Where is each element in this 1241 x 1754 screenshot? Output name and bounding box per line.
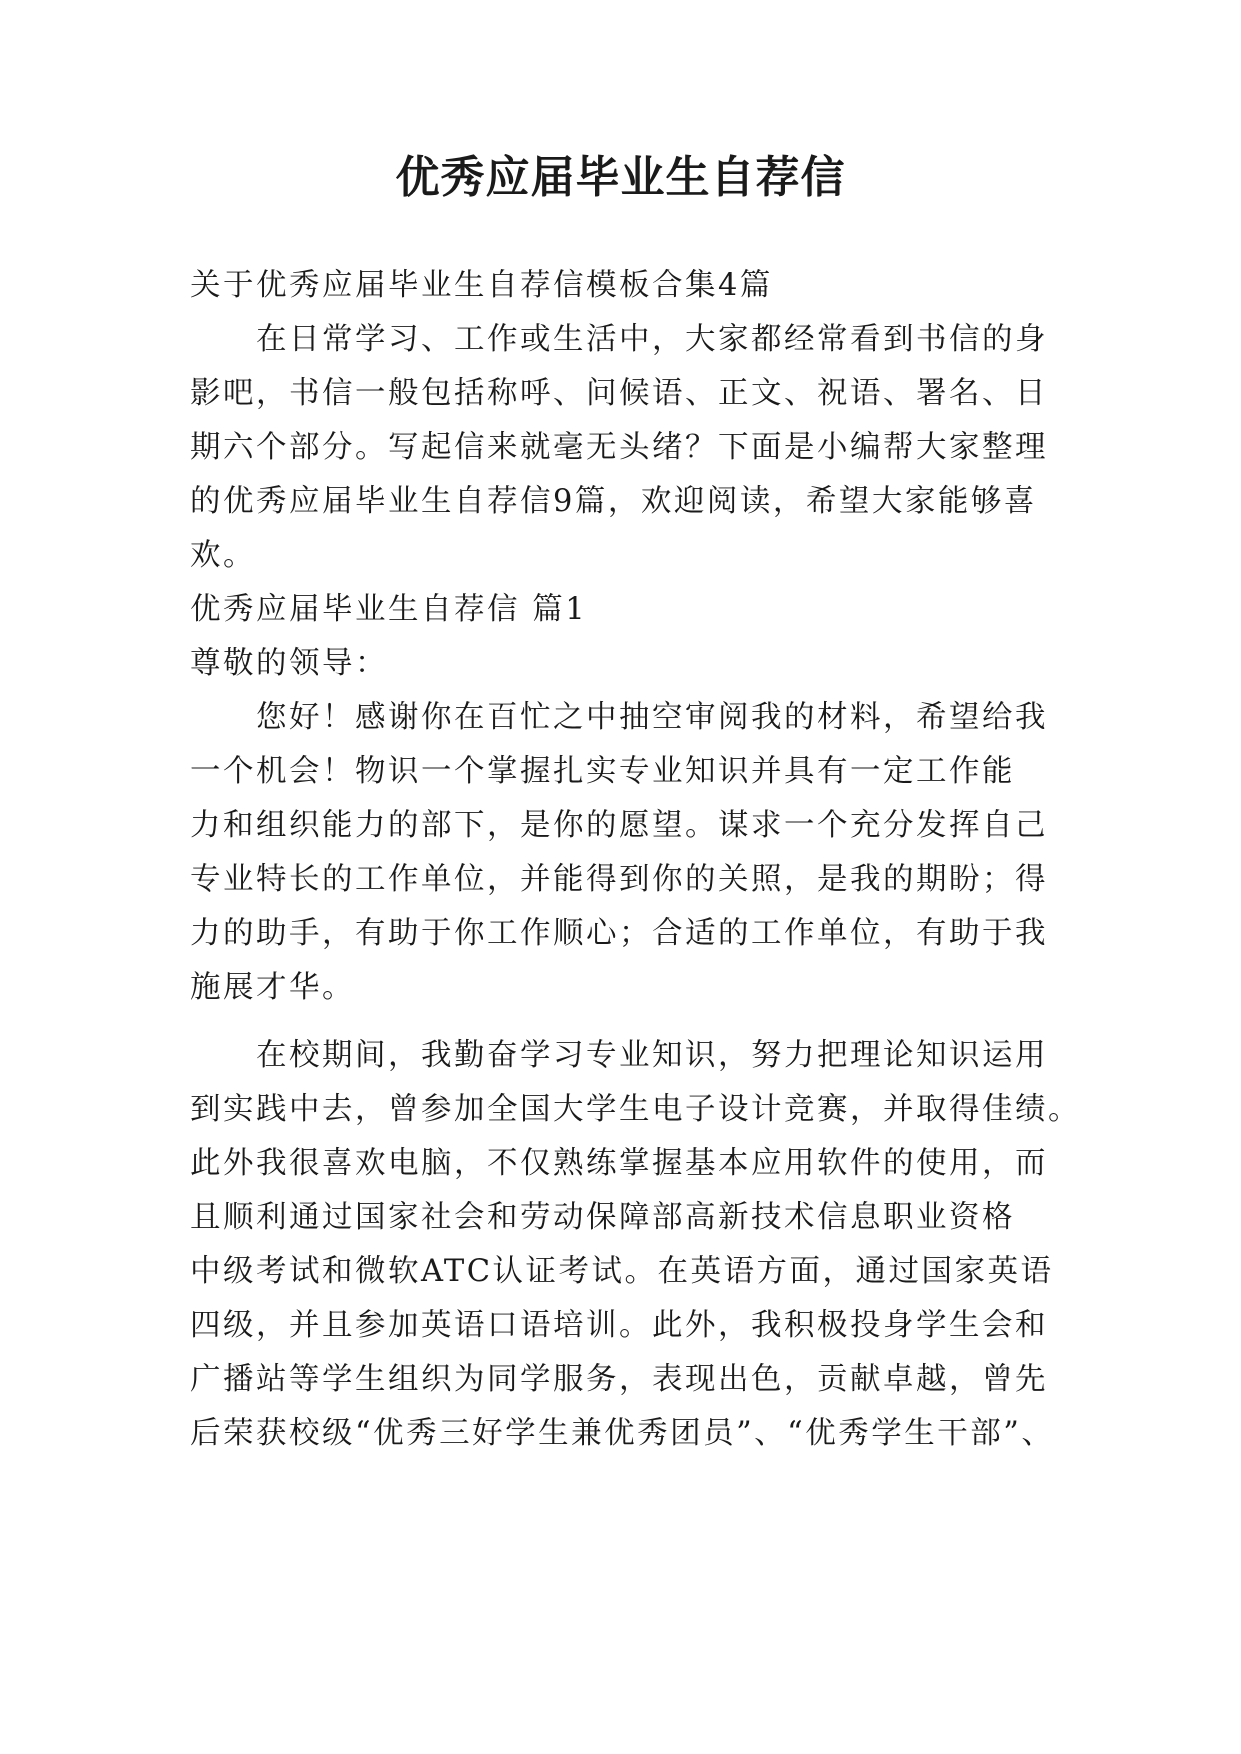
body-line: 且顺利通过国家社会和劳动保障部高新技术信息职业资格 — [190, 1200, 1015, 1235]
body-line: 后荣获校级“优秀三好学生兼优秀团员”、“优秀学生干部”、 — [190, 1416, 1055, 1451]
intro-line: 在日常学习、工作或生活中，大家都经常看到书信的身 — [256, 322, 1048, 357]
body-line: 四级，并且参加英语口语培训。此外，我积极投身学生会和 — [190, 1308, 1048, 1343]
section-heading: 优秀应届毕业生自荐信 篇1 — [190, 592, 588, 627]
intro-line: 的优秀应届毕业生自荐信9篇，欢迎阅读，希望大家能够喜 — [190, 484, 1037, 519]
intro-line: 期六个部分。写起信来就毫无头绪？下面是小编帮大家整理 — [190, 430, 1048, 465]
body-line: 广播站等学生组织为同学服务，表现出色，贡献卓越，曾先 — [190, 1362, 1048, 1397]
intro-line: 影吧，书信一般包括称呼、问候语、正文、祝语、署名、日 — [190, 376, 1048, 411]
body-line: 力的助手，有助于你工作顺心；合适的工作单位，有助于我 — [190, 916, 1048, 951]
body-line: 力和组织能力的部下，是你的愿望。谋求一个充分发挥自己 — [190, 808, 1048, 843]
subtitle-line: 关于优秀应届毕业生自荐信模板合集4篇 — [190, 268, 773, 303]
body-line: 专业特长的工作单位，并能得到你的关照，是我的期盼；得 — [190, 862, 1048, 897]
body-line: 您好！感谢你在百忙之中抽空审阅我的材料，希望给我 — [256, 700, 1048, 735]
body-line: 到实践中去，曾参加全国大学生电子设计竞赛，并取得佳绩。 — [190, 1092, 1081, 1127]
body-line: 中级考试和微软ATC认证考试。在英语方面，通过国家英语 — [190, 1254, 1054, 1289]
body-line: 一个机会！物识一个掌握扎实专业知识并具有一定工作能 — [190, 754, 1015, 789]
intro-line: 欢。 — [190, 538, 256, 573]
salutation-line: 尊敬的领导： — [190, 646, 388, 681]
body-line: 施展才华。 — [190, 970, 355, 1005]
body-line: 此外我很喜欢电脑，不仅熟练掌握基本应用软件的使用，而 — [190, 1146, 1048, 1181]
document-title: 优秀应届毕业生自荐信 — [395, 152, 846, 203]
body-line: 在校期间，我勤奋学习专业知识，努力把理论知识运用 — [256, 1038, 1048, 1073]
